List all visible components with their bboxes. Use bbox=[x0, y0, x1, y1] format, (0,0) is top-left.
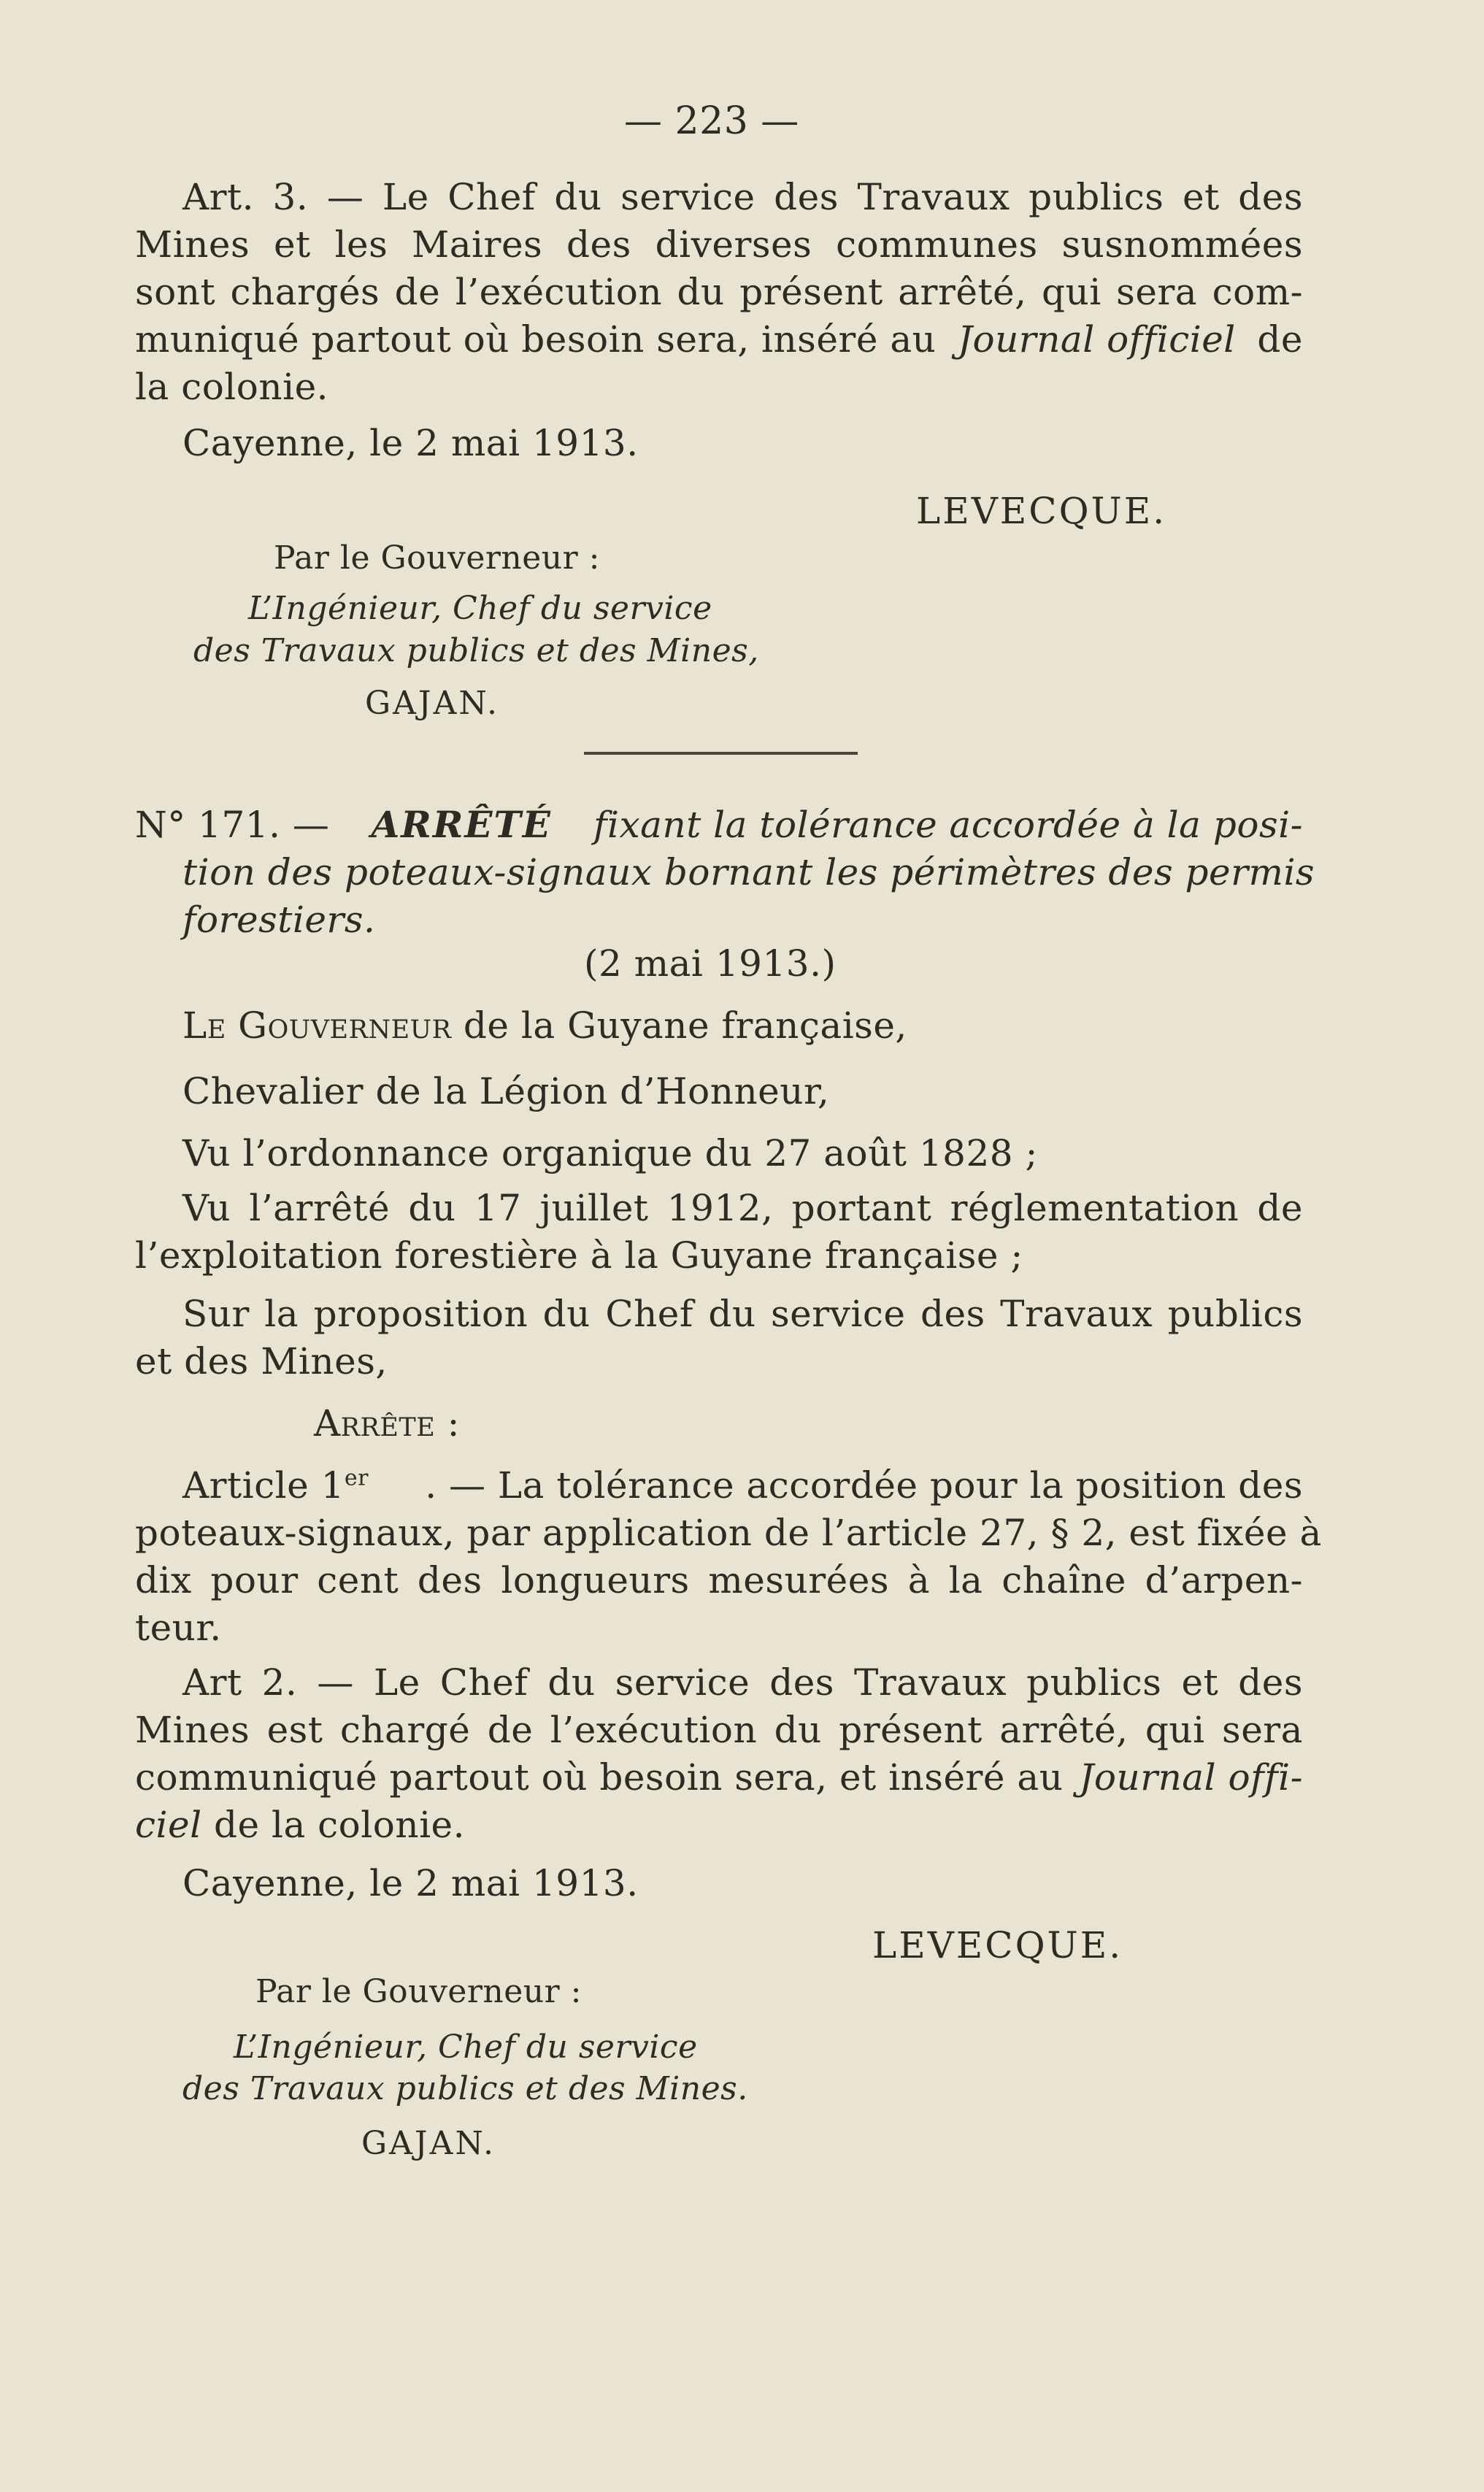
article1-line-2: poteaux-signaux, par application de l’article 27, § 2, est fixée à bbox=[135, 1512, 1322, 1554]
sig1-governor: LEVECQUE. bbox=[916, 490, 1167, 532]
article1-line-1-rest: . — La tolérance accordée pour la position des bbox=[425, 1464, 1303, 1507]
arrete-heading-line-3: forestiers. bbox=[182, 899, 376, 941]
preamble-vu-2-line-1: Vu l’arrêté du 17 juillet 1912, portant réglementation de bbox=[182, 1187, 1303, 1229]
sig1-par: Par le Gouverneur : bbox=[274, 539, 600, 577]
art3-line-3: sont chargés de l’exécution du présent arrêté, qui sera com- bbox=[135, 271, 1303, 313]
preamble-gouverneur bbox=[182, 1004, 907, 1047]
article2-line-2: Mines est chargé de l’exécution du présent arrêté, qui sera bbox=[135, 1709, 1303, 1751]
gouverneur-rest: de la Guyane française, bbox=[463, 1004, 907, 1047]
article1-sup: er bbox=[344, 1465, 369, 1491]
art3-line-1: Art. 3. — Le Chef du service des Travaux publics et des bbox=[182, 176, 1303, 218]
article1-lead-text: Article 1 bbox=[182, 1464, 345, 1507]
article2-ciel: ciel bbox=[135, 1804, 202, 1846]
arrete-heading-line-2: tion des poteaux-signaux bornant les périmètres des permis bbox=[182, 851, 1315, 893]
arrete-heading-rest: fixant la tolérance accordée à la posi- bbox=[593, 804, 1303, 846]
article2-line-3-text: communiqué partout où besoin sera, et inséré au bbox=[135, 1756, 1064, 1799]
sig2-par: Par le Gouverneur : bbox=[255, 1973, 582, 2010]
sig1-title-2: des Travaux publics et des Mines, bbox=[193, 632, 759, 669]
preamble-chevalier: Chevalier de la Légion d’Honneur, bbox=[182, 1070, 830, 1112]
preamble-sur-line-2: et des Mines, bbox=[135, 1340, 388, 1382]
journal-officiel-ref: Journal officiel bbox=[957, 318, 1236, 361]
separator-rule bbox=[584, 752, 858, 755]
art3-line-4 bbox=[135, 318, 1303, 361]
preamble-vu-1: Vu l’ordonnance organique du 27 août 1828 ; bbox=[182, 1132, 1038, 1174]
article1-lead bbox=[182, 1464, 369, 1507]
article1-line-1 bbox=[182, 1464, 1303, 1507]
sig1-place-date: Cayenne, le 2 mai 1913. bbox=[182, 422, 639, 464]
article1-line-3: dix pour cent des longueurs mesurées à la chaîne d’arpen- bbox=[135, 1559, 1303, 1601]
arrete-number: N° 171. — bbox=[135, 804, 330, 846]
gouverneur-smallcaps: Le Gouverneur bbox=[182, 1004, 452, 1047]
art3-line-2: Mines et les Maires des diverses communes susnommées bbox=[135, 223, 1303, 266]
preamble-vu-2-line-2: l’exploitation forestière à la Guyane française ; bbox=[135, 1234, 1023, 1277]
journal-officiel-ref-2: Journal offi- bbox=[1079, 1756, 1303, 1799]
article2-line-3 bbox=[135, 1756, 1303, 1799]
arrete-date: (2 mai 1913.) bbox=[584, 942, 837, 985]
art3-line-5: la colonie. bbox=[135, 366, 329, 408]
article2-line-1: Art 2. — Le Chef du service des Travaux publics et des bbox=[182, 1661, 1303, 1704]
article2-line-4-rest: de la colonie. bbox=[213, 1804, 466, 1846]
sig2-title-2: des Travaux publics et des Mines. bbox=[182, 2070, 748, 2107]
sig2-governor: LEVECQUE. bbox=[872, 1924, 1123, 1966]
sig1-name: GAJAN. bbox=[365, 685, 500, 722]
page-number: — 223 — bbox=[624, 99, 799, 143]
sig1-title-1: L’Ingénieur, Chef du service bbox=[248, 590, 712, 627]
sig2-title-1: L’Ingénieur, Chef du service bbox=[234, 2028, 698, 2066]
preamble-sur-line-1: Sur la proposition du Chef du service des Travaux publics bbox=[182, 1293, 1303, 1335]
sig2-place-date: Cayenne, le 2 mai 1913. bbox=[182, 1862, 639, 1904]
arrete-title-word: ARRÊTÉ bbox=[371, 803, 552, 846]
article1-line-4: teur. bbox=[135, 1607, 222, 1649]
art3-line-4-end: de bbox=[1257, 318, 1303, 361]
arrete-heading-line-1 bbox=[135, 803, 1303, 846]
article2-line-4 bbox=[135, 1804, 466, 1846]
sig2-name: GAJAN. bbox=[361, 2125, 496, 2162]
art3-line-4-text: muniqué partout où besoin sera, inséré au bbox=[135, 318, 937, 361]
arrete-keyword: Arrête : bbox=[314, 1402, 460, 1445]
